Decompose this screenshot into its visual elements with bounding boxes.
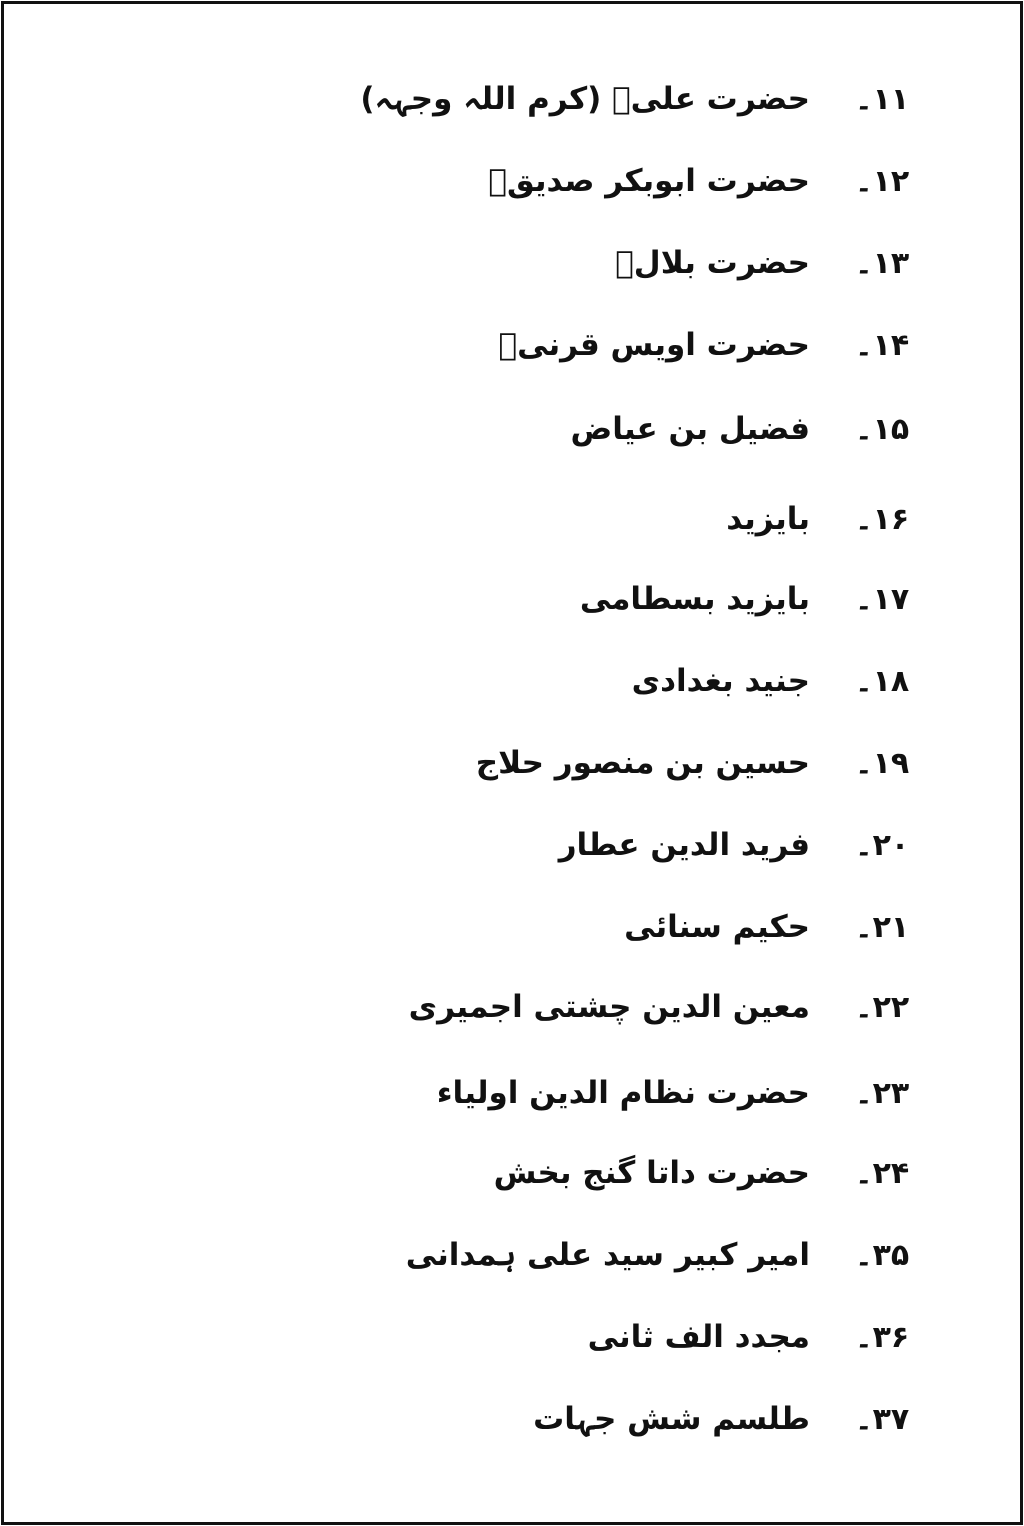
entry-number: ۳۶۔ <box>855 1320 910 1355</box>
entry-title: بایزید بسطامی <box>579 581 810 617</box>
entry-number: ۱۴۔ <box>855 328 910 363</box>
list-item <box>4 406 1020 466</box>
entry-number: ۱۳۔ <box>855 246 910 281</box>
entry-title: حسین بن منصور حلاج <box>475 745 810 781</box>
entry-title: معین الدین چشتی اجمیری <box>408 989 810 1025</box>
entry-title: حضرت نظام الدین اولیاء <box>436 1075 810 1111</box>
entry-number: ۱۲۔ <box>855 164 910 199</box>
list-item <box>4 496 1020 556</box>
list-item <box>4 822 1020 882</box>
entry-number: ۱۱۔ <box>855 82 910 117</box>
entry-title: جنید بغدادی <box>631 663 810 699</box>
list-item <box>4 576 1020 636</box>
list-item <box>4 984 1020 1044</box>
entry-title: مجدد الف ثانی <box>587 1319 810 1355</box>
entry-number: ۳۵۔ <box>855 1238 910 1273</box>
entry-number: ۱۷۔ <box>855 582 910 617</box>
list-item <box>4 1314 1020 1374</box>
entry-number: ۲۴۔ <box>855 1156 910 1191</box>
entry-title: حکیم سنائی <box>624 909 810 945</box>
entry-title: بایزید <box>726 501 810 537</box>
entry-number: ۱۸۔ <box>855 664 910 699</box>
entry-number: ۱۹۔ <box>855 746 910 781</box>
entry-title: حضرت بلالؓ <box>615 245 810 281</box>
entry-number: ۲۰۔ <box>855 828 910 863</box>
entry-title: حضرت ابوبکر صدیقؓ <box>488 163 810 199</box>
entry-number: ۳۷۔ <box>855 1402 910 1437</box>
entry-title: حضرت علیؑ (کرم اللہ وجہہ) <box>360 81 810 117</box>
entry-number: ۲۲۔ <box>855 990 910 1025</box>
list-item <box>4 658 1020 718</box>
entry-number: ۲۳۔ <box>855 1076 910 1111</box>
entry-title: حضرت اویس قرنیؓ <box>498 327 810 363</box>
entry-title: فضیل بن عیاض <box>570 411 810 447</box>
list-item <box>4 322 1020 382</box>
list-item <box>4 740 1020 800</box>
list-item <box>4 1150 1020 1210</box>
entry-title: طلسم شش جہات <box>533 1401 810 1437</box>
page-border <box>1 1 1023 1525</box>
list-item <box>4 1396 1020 1456</box>
entry-number: ۱۶۔ <box>855 502 910 537</box>
table-of-contents <box>4 4 1020 1522</box>
entry-number: ۲۱۔ <box>855 910 910 945</box>
entry-number: ۱۵۔ <box>855 412 910 447</box>
entry-title: حضرت داتا گنج بخش <box>493 1155 810 1191</box>
list-item <box>4 1232 1020 1292</box>
list-item <box>4 158 1020 218</box>
list-item <box>4 1070 1020 1130</box>
entry-title: امیر کبیر سید علی ہمدانی <box>405 1237 810 1273</box>
entry-title: فرید الدین عطار <box>558 827 810 863</box>
list-item <box>4 76 1020 136</box>
list-item <box>4 904 1020 964</box>
list-item <box>4 240 1020 300</box>
